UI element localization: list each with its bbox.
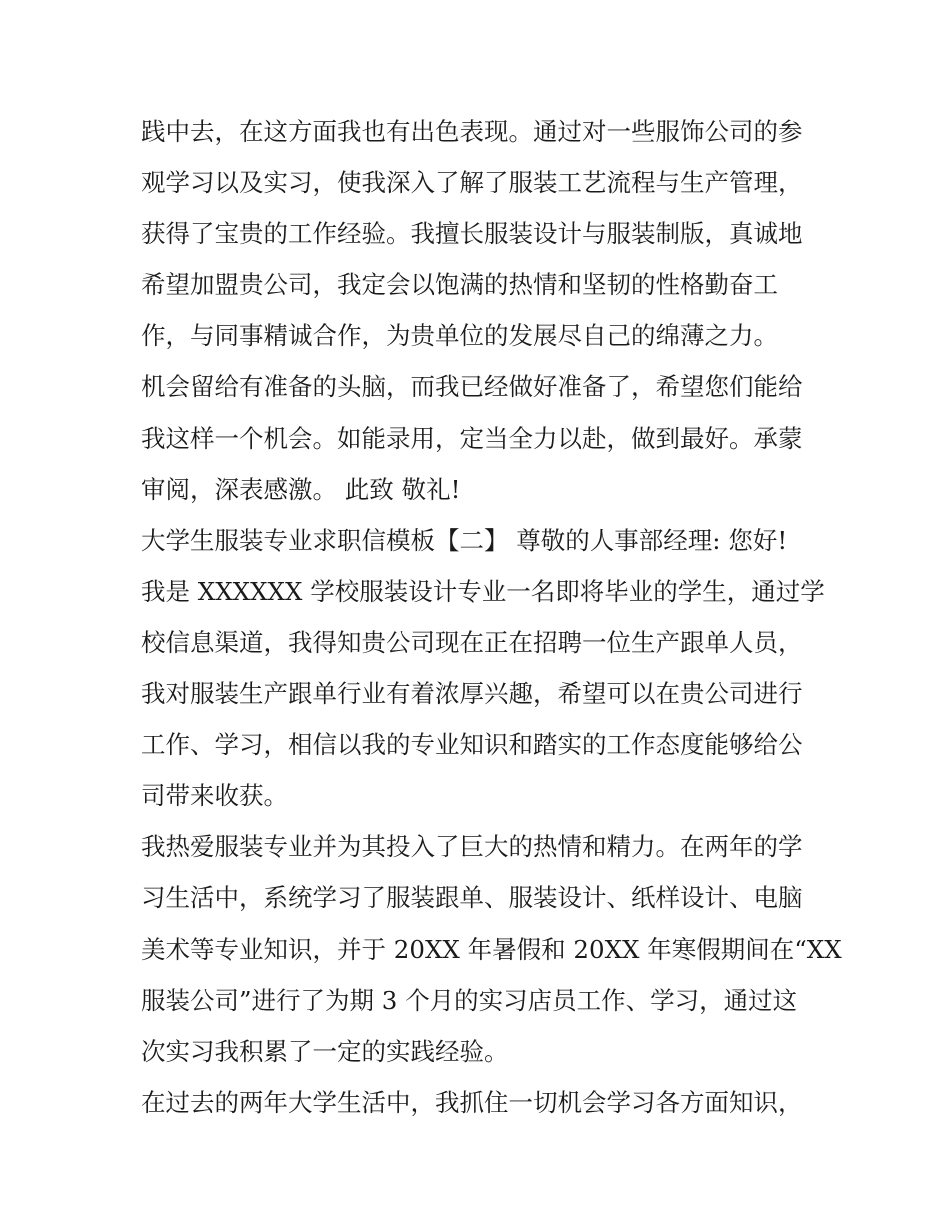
text-line: 机会留给有准备的头脑，而我已经做好准备了，希望您们能给 (141, 372, 803, 402)
document-body (141, 106, 842, 1128)
text-line: 观学习以及实习，使我深入了解了服装工艺流程与生产管理， (141, 168, 803, 198)
text-line: 美术等专业知识，并于 20XX 年暑假和 20XX 年寒假期间在“XX (141, 934, 842, 964)
text-line: 我对服装生产跟单行业有着浓厚兴趣，希望可以在贵公司进行 (141, 679, 803, 709)
text-line: 司带来收获。 (141, 781, 288, 811)
text-line: 希望加盟贵公司，我定会以饱满的热情和坚韧的性格勤奋工 (141, 270, 778, 300)
text-line: 在过去的两年大学生活中，我抓住一切机会学习各方面知识， (141, 1087, 803, 1117)
text-line: 工作、学习，相信以我的专业知识和踏实的工作态度能够给公 (141, 730, 803, 760)
text-line: 服装公司”进行了为期 3 个月的实习店员工作、学习，通过这 (141, 985, 798, 1015)
text-line: 践中去，在这方面我也有出色表现。通过对一些服饰公司的参 (141, 117, 803, 146)
text-line: 作，与同事精诚合作，为贵单位的发展尽自己的绵薄之力。 (141, 321, 778, 351)
text-line: 我这样一个机会。如能录用，定当全力以赴，做到最好。承蒙 (141, 423, 803, 453)
section-heading-line: 大学生服装专业求职信模板【二】 尊敬的人事部经理: 您好! (141, 525, 788, 555)
text-line: 我热爱服装专业并为其投入了巨大的热情和精力。在两年的学 (141, 832, 803, 862)
text-line: 次实习我积累了一定的实践经验。 (141, 1036, 509, 1066)
text-line: 校信息渠道，我得知贵公司现在正在招聘一位生产跟单人员， (141, 627, 803, 657)
text-line: 习生活中，系统学习了服装跟单、服装设计、纸样设计、电脑 (141, 883, 803, 913)
text-line: 审阅，深表感激。 此致 敬礼! (141, 474, 461, 504)
text-line: 获得了宝贵的工作经验。我擅长服装设计与服装制版，真诚地 (141, 219, 803, 249)
text-line: 我是 XXXXXX 学校服装设计专业一名即将毕业的学生，通过学 (141, 576, 825, 606)
